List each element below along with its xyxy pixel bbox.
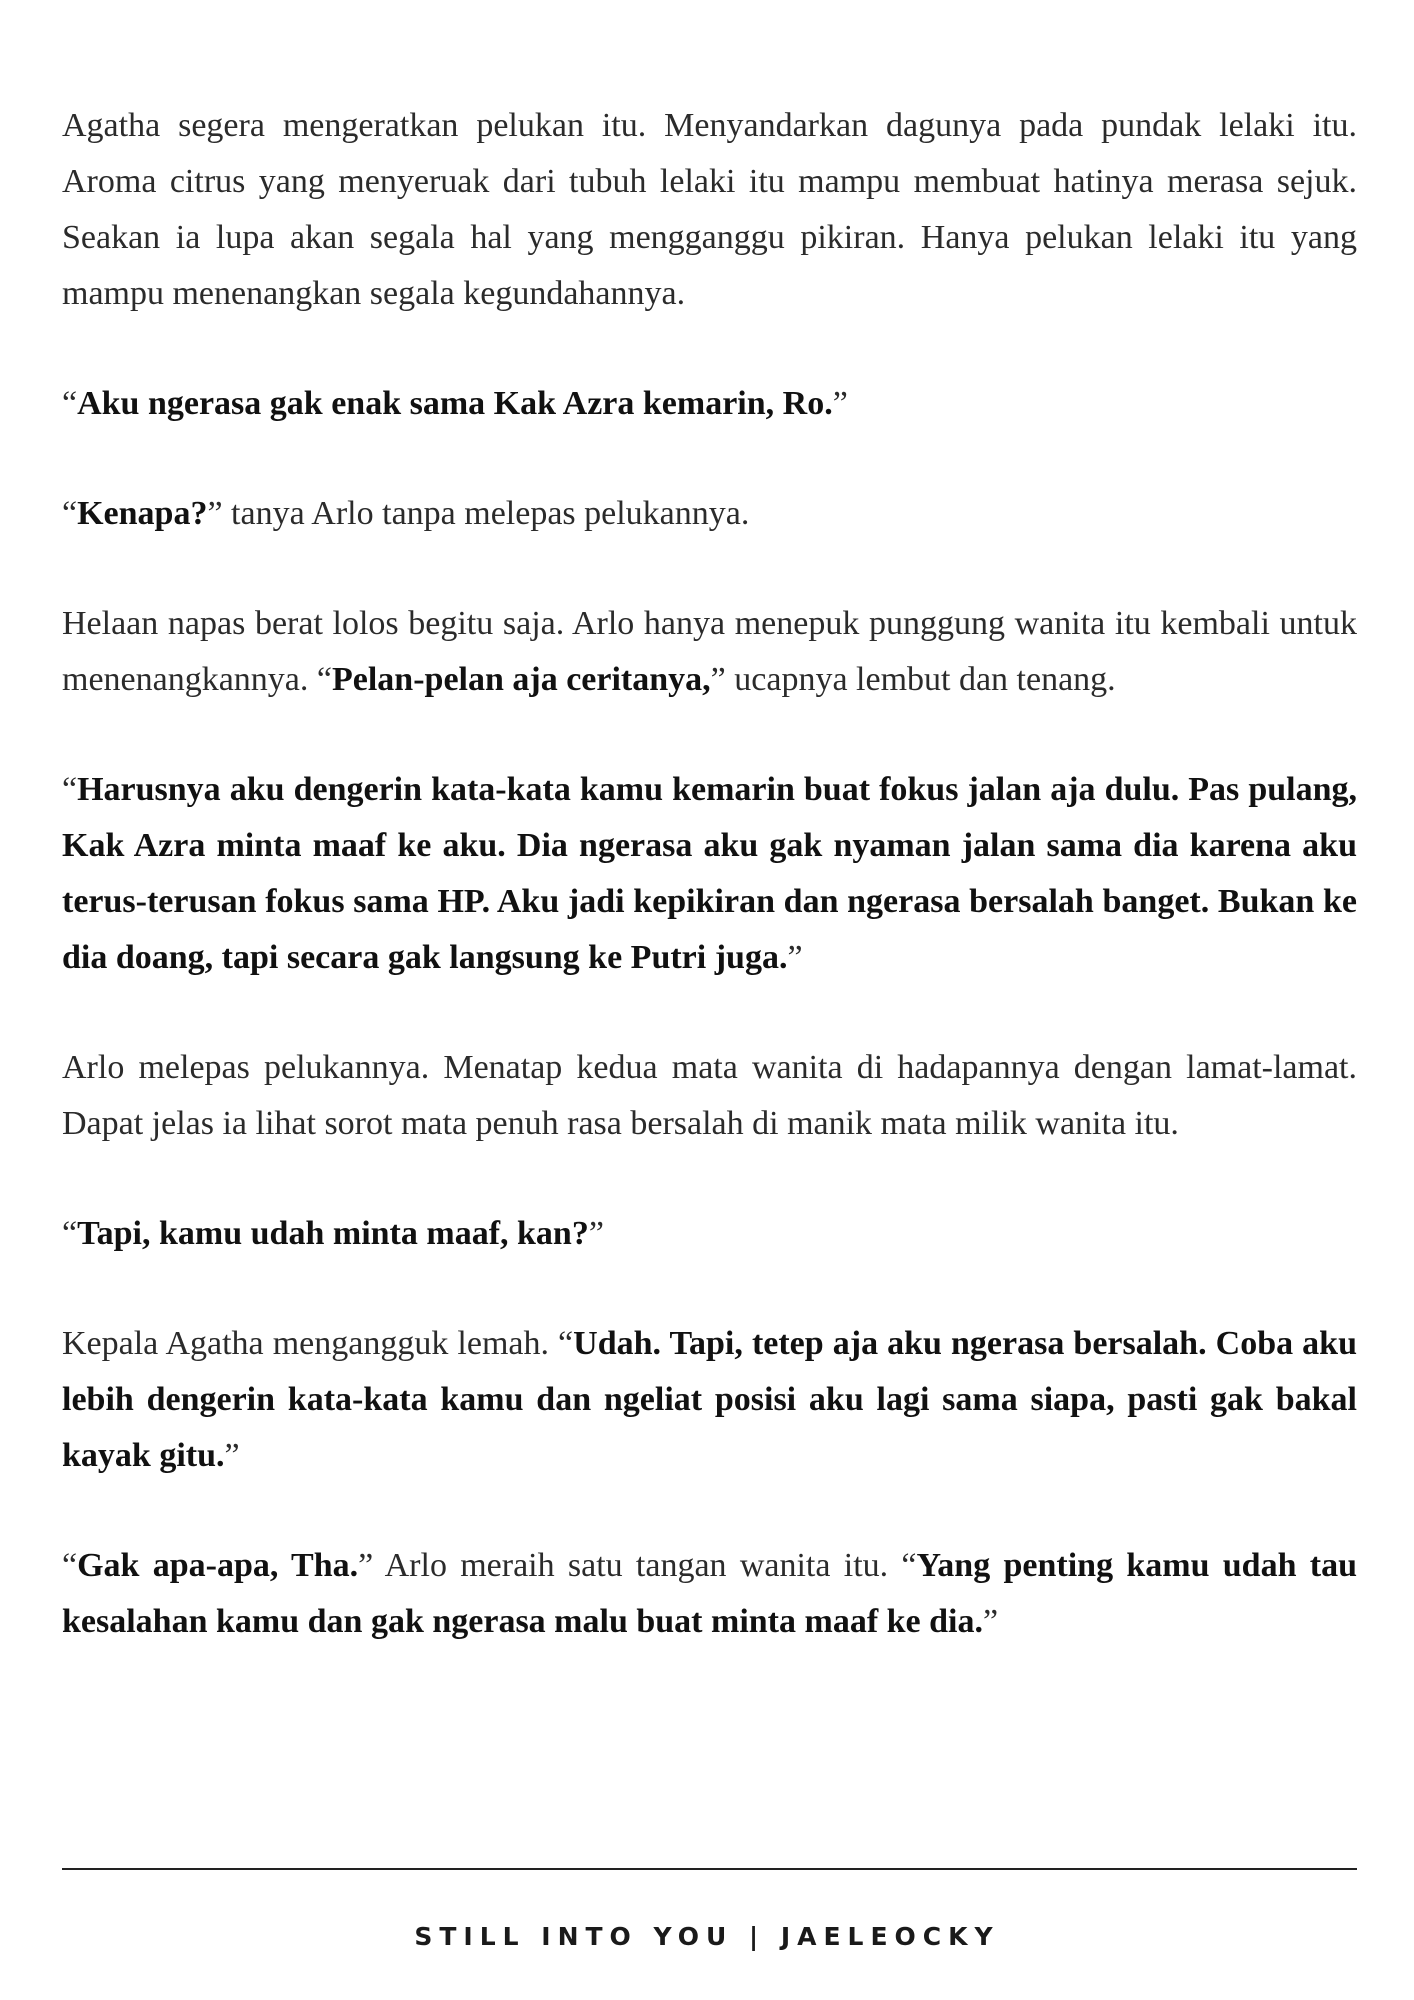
footer-divider [62,1868,1357,1870]
text-run: “ [62,1547,78,1584]
bold-dialogue: Pelan-pelan aja ceritanya, [332,661,711,698]
text-run: Kepala Agatha mengangguk lemah. “ [62,1325,574,1362]
dialogue-paragraph [62,1538,1357,1650]
text-run: ” [787,939,803,976]
dialogue-paragraph [62,762,1357,986]
paragraph [62,596,1357,708]
text-run: ” tanya Arlo tanpa melepas pelukannya. [207,495,750,532]
bold-dialogue: Udah. Tapi, tetep aja aku ngerasa bersalah. Coba aku lebih dengerin kata-kata kamu dan ngeliat posisi aku lagi sama siapa, pasti gak bakal kayak gitu. [62,1325,1357,1474]
footer-title: STILL INTO YOU | JAELEOCKY [414,1922,1000,1951]
text-run: Agatha segera mengeratkan pelukan itu. Menyandarkan dagunya pada pundak lelaki itu. Aroma citrus yang menyeruak dari tubuh lelaki itu mampu membuat hatinya merasa sejuk. Seakan ia lupa akan segala hal yang mengganggu pikiran. Hanya pelukan lelaki itu yang mampu menenangkan segala kegundahannya. [62,107,1357,312]
dialogue-paragraph [62,486,1357,542]
text-run: ” [588,1215,604,1252]
text-run: Arlo melepas pelukannya. Menatap kedua mata wanita di hadapannya dengan lamat-lamat. Dapat jelas ia lihat sorot mata penuh rasa bersalah di manik mata milik wanita itu. [62,1049,1357,1142]
text-run: “ [62,1215,78,1252]
bold-dialogue: Tapi, kamu udah minta maaf, kan? [77,1215,589,1252]
dialogue-paragraph [62,1206,1357,1262]
text-run: “ [62,495,78,532]
text-run: ” [224,1437,240,1474]
bold-dialogue: Aku ngerasa gak enak sama Kak Azra kemarin, Ro. [77,385,833,422]
text-run: ” [983,1603,999,1640]
bold-dialogue: Gak apa-apa, Tha. [77,1547,359,1584]
paragraph [62,1040,1357,1152]
text-run: ” [832,385,848,422]
dialogue-paragraph [62,376,1357,432]
document-body [62,98,1357,1704]
text-run: Helaan napas berat lolos begitu saja. Arlo hanya menepuk punggung wanita itu kembali untuk menenangkannya. “ [62,605,1357,698]
bold-dialogue: Kenapa? [77,495,208,532]
text-run: “ [62,771,78,808]
paragraph [62,1316,1357,1484]
bold-dialogue: Harusnya aku dengerin kata-kata kamu kemarin buat fokus jalan aja dulu. Pas pulang, Kak Azra minta maaf ke aku. Dia ngerasa aku gak nyaman jalan sama dia karena aku terus-terusan fokus sama HP. Aku jadi kepikiran dan ngerasa bersalah banget. Bukan ke dia doang, tapi secara gak langsung ke Putri juga. [62,771,1357,976]
paragraph [62,98,1357,322]
text-run: ” ucapnya lembut dan tenang. [710,661,1116,698]
text-run: ” Arlo meraih satu tangan wanita itu. “ [358,1547,917,1584]
text-run: “ [62,385,78,422]
bold-dialogue: Yang penting kamu udah tau kesalahan kamu dan gak ngerasa malu buat minta maaf ke dia. [62,1547,1358,1640]
